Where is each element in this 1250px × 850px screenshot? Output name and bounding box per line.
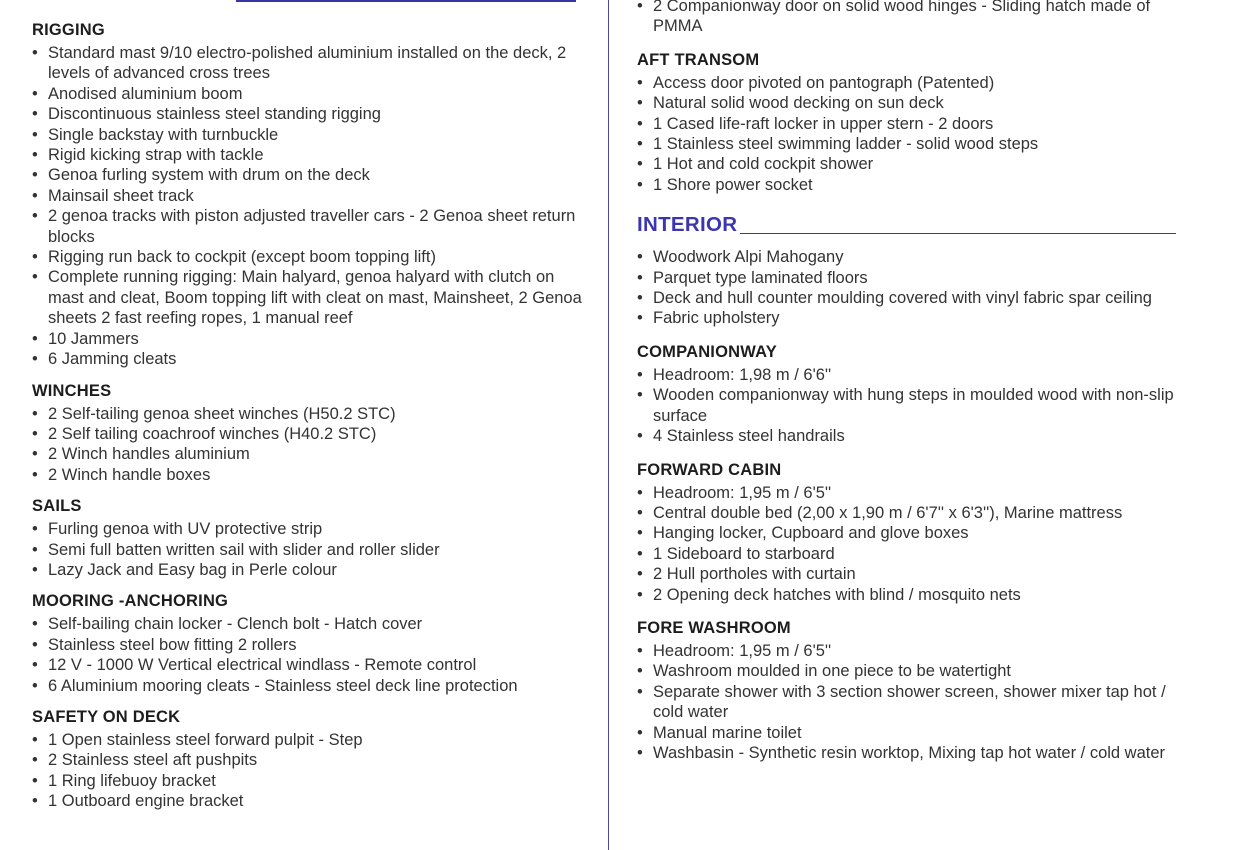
list-item: • 10 Jammers: [32, 329, 592, 349]
list-item: • 2 Winch handles aluminium: [32, 444, 592, 464]
list-item: • Headroom: 1,95 m / 6'5'': [637, 483, 1197, 503]
list-item: • Furling genoa with UV protective strip: [32, 519, 592, 539]
section-heading-fore-washroom: FORE WASHROOM: [637, 618, 791, 637]
heading-underline: [740, 233, 1176, 235]
cockpit-continued-list: [637, 0, 1197, 37]
list-item: • Headroom: 1,98 m / 6'6'': [637, 365, 1197, 385]
list-item: • Stainless steel bow fitting 2 rollers: [32, 635, 592, 655]
list-item: • Anodised aluminium boom: [32, 84, 592, 104]
list-item: • 1 Cased life-raft locker in upper stern - 2 doors: [637, 114, 1197, 134]
fore-washroom-list: [637, 641, 1197, 763]
list-item: • 1 Shore power socket: [637, 175, 1197, 195]
column-divider: [608, 0, 609, 850]
list-item: • Separate shower with 3 section shower screen, shower mixer tap hot / cold water: [637, 682, 1197, 723]
winches-list: [32, 404, 592, 486]
list-item: • 1 Hot and cold cockpit shower: [637, 154, 1197, 174]
list-item: • Discontinuous stainless steel standing rigging: [32, 104, 592, 124]
list-item: • Parquet type laminated floors: [637, 268, 1197, 288]
list-item: • Genoa furling system with drum on the deck: [32, 165, 592, 185]
top-section-rule: [236, 0, 576, 2]
list-item: • Fabric upholstery: [637, 308, 1197, 328]
list-item: • Washbasin - Synthetic resin worktop, Mixing tap hot water / cold water: [637, 743, 1197, 763]
section-heading-safety-on-deck: SAFETY ON DECK: [32, 707, 181, 726]
sails-list: [32, 519, 592, 580]
major-heading-interior: INTERIOR: [637, 213, 738, 237]
list-item: • Deck and hull counter moulding covered with vinyl fabric spar ceiling: [637, 288, 1197, 308]
list-item: • 2 Self tailing coachroof winches (H40.2 STC): [32, 424, 592, 444]
list-item: • Manual marine toilet: [637, 723, 1197, 743]
list-item: • 4 Stainless steel handrails: [637, 426, 1197, 446]
list-item: • 1 Stainless steel swimming ladder - solid wood steps: [637, 134, 1197, 154]
list-item: • 2 Hull portholes with curtain: [637, 564, 1197, 584]
list-item: • Hanging locker, Cupboard and glove boxes: [637, 523, 1197, 543]
left-column: [32, 20, 592, 812]
list-item: • Access door pivoted on pantograph (Patented): [637, 73, 1197, 93]
list-item: • Self-bailing chain locker - Clench bolt - Hatch cover: [32, 614, 592, 634]
list-item: • Mainsail sheet track: [32, 186, 592, 206]
list-item: • 2 Winch handle boxes: [32, 465, 592, 485]
rigging-list: [32, 43, 592, 370]
list-item: • Complete running rigging: Main halyard, genoa halyard with clutch on mast and cleat, Boom topping lift with cleat on mast, Mainsheet, 2 Genoa sheets 2 fast reefing ropes, 1 manual reef: [32, 267, 592, 328]
mooring-list: [32, 614, 592, 696]
list-item: • Standard mast 9/10 electro-polished aluminium installed on the deck, 2 levels of advanced cross trees: [32, 43, 592, 84]
list-item: • Semi full batten written sail with slider and roller slider: [32, 540, 592, 560]
list-item: • Rigid kicking strap with tackle: [32, 145, 592, 165]
interior-list: [637, 247, 1197, 329]
list-item: • Headroom: 1,95 m / 6'5'': [637, 641, 1197, 661]
section-heading-rigging: RIGGING: [32, 21, 105, 39]
forward-cabin-list: [637, 483, 1197, 605]
list-item: • 6 Aluminium mooring cleats - Stainless steel deck line protection: [32, 676, 592, 696]
list-item: • Lazy Jack and Easy bag in Perle colour: [32, 560, 592, 580]
aft-transom-list: [637, 73, 1197, 195]
list-item: • 1 Open stainless steel forward pulpit - Step: [32, 730, 592, 750]
list-item: • 1 Outboard engine bracket: [32, 791, 592, 811]
section-heading-aft-transom: AFT TRANSOM: [637, 50, 760, 69]
section-heading-companionway: COMPANIONWAY: [637, 342, 777, 361]
interior-title-bar: [637, 213, 1197, 237]
list-item: • 1 Ring lifebuoy bracket: [32, 771, 592, 791]
section-heading-forward-cabin: FORWARD CABIN: [637, 460, 782, 479]
list-item: • 6 Jamming cleats: [32, 349, 592, 369]
right-column: [637, 0, 1197, 763]
list-item: • Rigging run back to cockpit (except boom topping lift): [32, 247, 592, 267]
list-item: • Woodwork Alpi Mahogany: [637, 247, 1197, 267]
list-item: • Central double bed (2,00 x 1,90 m / 6'7'' x 6'3''), Marine mattress: [637, 503, 1197, 523]
list-item: • Single backstay with turnbuckle: [32, 125, 592, 145]
safety-list: [32, 730, 592, 812]
list-item: • Washroom moulded in one piece to be watertight: [637, 661, 1197, 681]
section-heading-mooring-anchoring: MOORING -ANCHORING: [32, 592, 229, 611]
list-item: • Natural solid wood decking on sun deck: [637, 93, 1197, 113]
section-heading-winches: WINCHES: [32, 381, 112, 400]
list-item: • 2 Stainless steel aft pushpits: [32, 750, 592, 770]
list-item: • Wooden companionway with hung steps in moulded wood with non-slip surface: [637, 385, 1197, 426]
list-item: • 2 Opening deck hatches with blind / mosquito nets: [637, 585, 1197, 605]
list-item: • 2 Companionway door on solid wood hinges - Sliding hatch made of PMMA: [637, 0, 1197, 37]
list-item: • 12 V - 1000 W Vertical electrical windlass - Remote control: [32, 655, 592, 675]
section-heading-sails: SAILS: [32, 497, 82, 516]
list-item: • 1 Sideboard to starboard: [637, 544, 1197, 564]
list-item: • 2 Self-tailing genoa sheet winches (H50.2 STC): [32, 404, 592, 424]
list-item: • 2 genoa tracks with piston adjusted traveller cars - 2 Genoa sheet return blocks: [32, 206, 592, 247]
companionway-list: [637, 365, 1197, 447]
